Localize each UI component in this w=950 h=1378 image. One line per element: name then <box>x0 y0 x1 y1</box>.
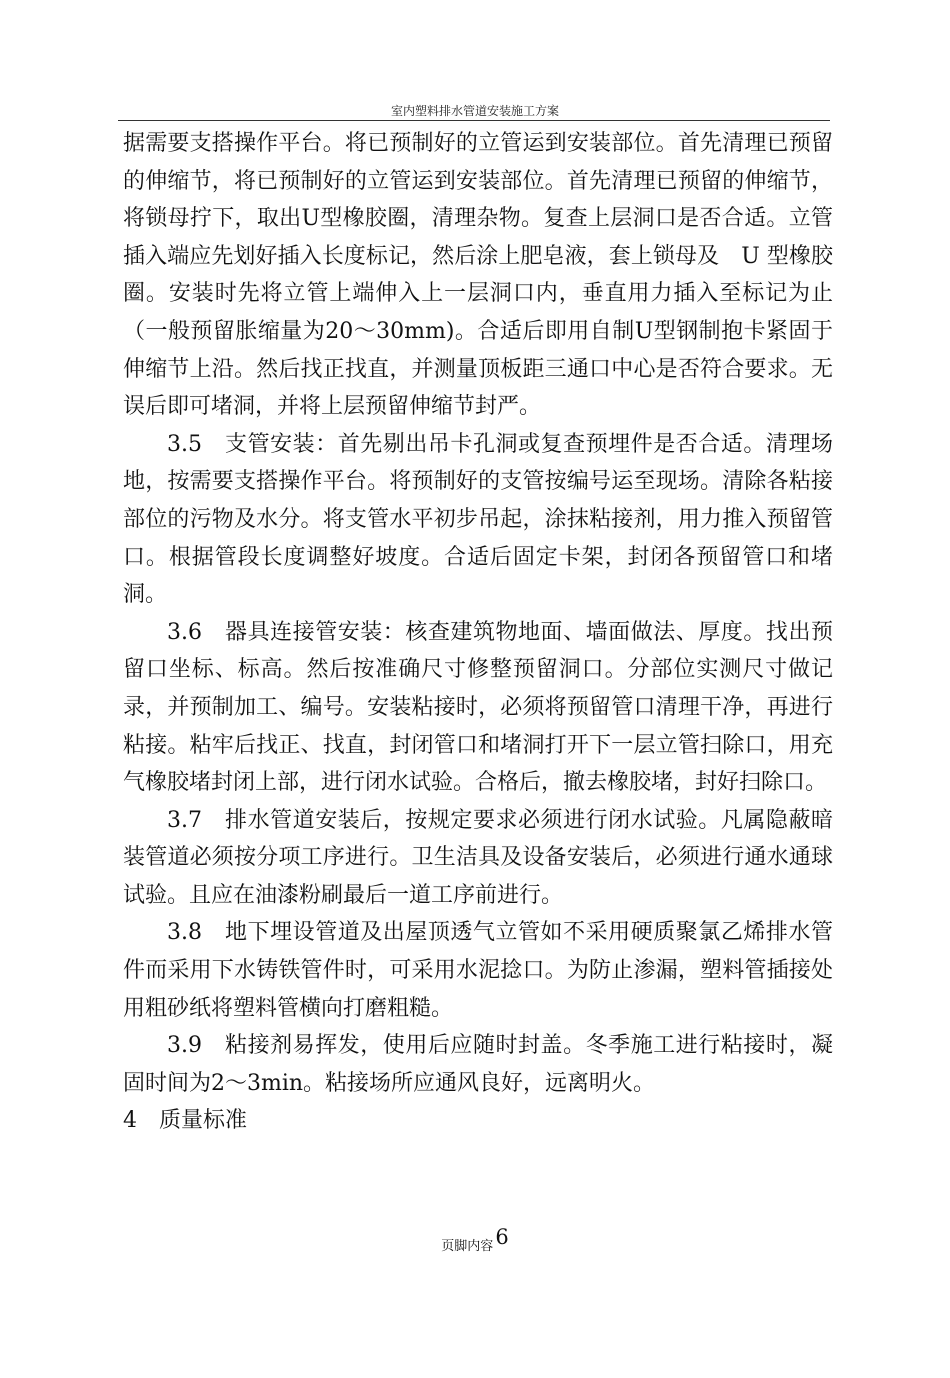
paragraph-3-5: 3.5 支管安装：首先剔出吊卡孔洞或复查预埋件是否合适。清理场地，按需要支搭操作平台。将预制好的支管按编号运至现场。清除各粘接部位的污物及水分。将支管水平初步吊起，涂抹粘接剂，用力推入预留管口。根据管段长度调整好坡度。合适后固定卡架，封闭各预留管口和堵洞。 <box>123 431 833 608</box>
footer-label: 页脚内容 <box>441 1239 494 1254</box>
document-header-title: 室内塑料排水管道安装施工方案 <box>390 104 559 118</box>
section-heading-4: 4 质量标准 <box>123 1108 247 1134</box>
paragraph-3-6: 3.6 器具连接管安装：核查建筑物地面、墙面做法、厚度。找出预留口坐标、标高。然后按准确尺寸修整预留洞口。分部位实测尺寸做记录，并预制加工、编号。安装粘接时，必须将预留管口清理干净，再进行粘接。粘牢后找正、找直，封闭管口和堵洞打开下一层立管扫除口，用充气橡胶堵封闭上部，进行闭水试验。合格后，撤去橡胶堵，封好扫除口。 <box>123 619 833 796</box>
paragraph-3-8: 3.8 地下埋设管道及出屋顶透气立管如不采用硬质聚氯乙烯排水管件而采用下水铸铁管件时，可采用水泥捻口。为防止渗漏，塑料管插接处用粗砂纸将塑料管横向打磨粗糙。 <box>123 920 833 1021</box>
document-body <box>123 125 833 1140</box>
paragraph-continuation: 据需要支搭操作平台。将已预制好的立管运到安装部位。首先清理已预留的伸缩节，将已预制好的立管运到安装部位。首先清理已预留的伸缩节，将锁母拧下，取出U型橡胶圈，清理杂物。复查上层洞口是否合适。立管插入端应先划好插入长度标记，然后涂上肥皂液，套上锁母及 U 型橡胶圈。安装时先将立管上端伸入上一层洞口内，垂直用力插入至标记为止（一般预留胀缩量为20～30mm)。合适后即用自制U型钢制抱卡紧固于伸缩节上沿。然后找正找直，并测量顶板距三通口中心是否符合要求。无误后即可堵洞，并将上层预留伸缩节封严。 <box>123 131 833 420</box>
paragraph-3-9: 3.9 粘接剂易挥发，使用后应随时封盖。冬季施工进行粘接时，凝固时间为2～3min。粘接场所应通风良好，远离明火。 <box>123 1033 833 1096</box>
header-divider <box>118 120 830 121</box>
page-number: 6 <box>495 1225 509 1249</box>
page-footer <box>0 1225 950 1255</box>
paragraph-3-7: 3.7 排水管道安装后，按规定要求必须进行闭水试验。凡属隐蔽暗装管道必须按分项工序进行。卫生洁具及设备安装后，必须进行通水通球试验。且应在油漆粉刷最后一道工序前进行。 <box>123 807 833 908</box>
